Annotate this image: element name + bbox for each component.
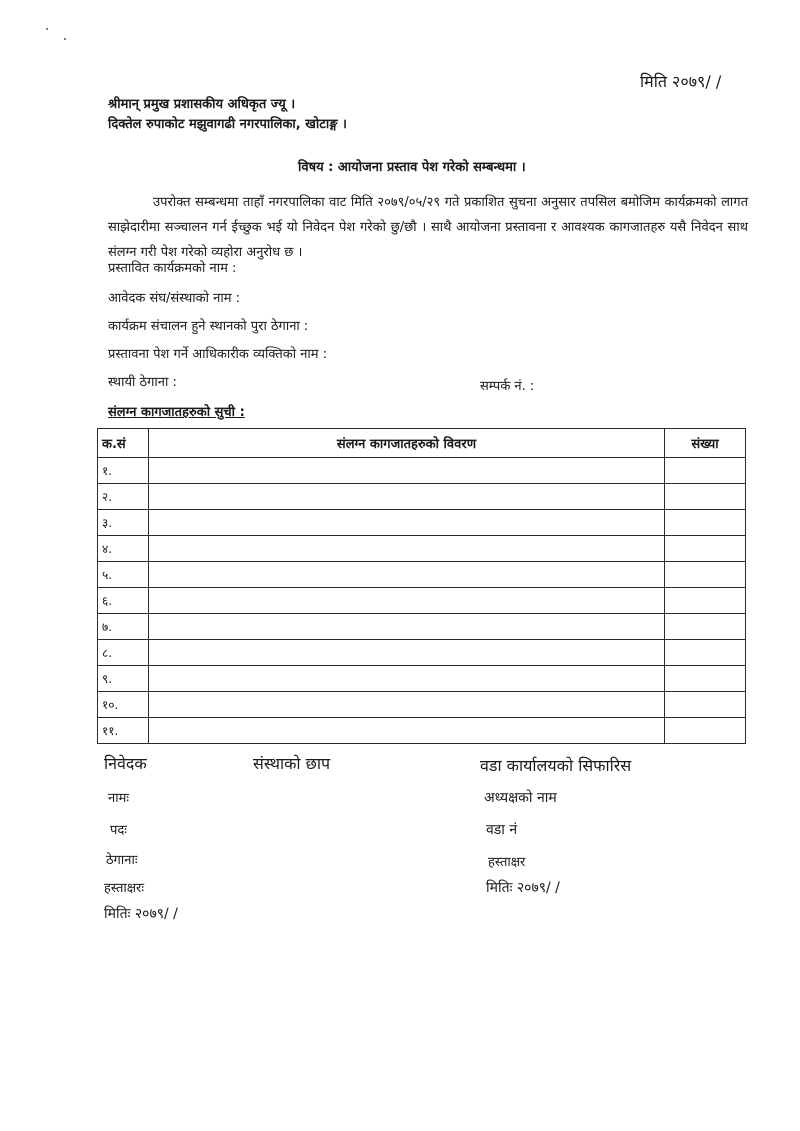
row-sn: ४.: [98, 536, 149, 562]
row-description: [149, 718, 665, 744]
table-row: [98, 718, 746, 744]
applicant-heading: निवेदक: [104, 754, 147, 773]
applicant-date-label: मितिः २०७९/ /: [104, 906, 178, 922]
table-header-row: [98, 429, 746, 458]
table-row: [98, 692, 746, 718]
field-permanent-address: स्थायी ठेगाना :: [108, 375, 177, 390]
row-description: [149, 562, 665, 588]
applicant-address-label: ठेगानाः: [106, 853, 138, 868]
row-sn: १०.: [98, 692, 149, 718]
row-quantity: [665, 562, 746, 588]
row-description: [149, 458, 665, 484]
row-quantity: [665, 588, 746, 614]
ward-date-label: मितिः २०७९/ /: [486, 880, 560, 896]
body-paragraph-text: उपरोक्त सम्बन्धमा ताहाँ नगरपालिका वाट मिति २०७९/०५/२९ गते प्रकाशित सुचना अनुसार तपसिल बमोजिम कार्यक्रमको लागत साझेदारीमा सञ्चालन गर्न ईच्छुक भई यो निवेदन पेश गरेको छु/छौ । साथै आयोजना प्रस्तावना र आवश्यक कागजातहरु यसै निवेदन साथ संलग्न गरी पेश गरेको व्यहोरा अनुरोध छ ।: [108, 195, 748, 260]
row-quantity: [665, 692, 746, 718]
row-quantity: [665, 614, 746, 640]
applicant-signature-label: हस्ताक्षरः: [104, 881, 145, 896]
row-description: [149, 640, 665, 666]
applicant-name-label: नामः: [108, 791, 129, 806]
body-paragraph: [108, 190, 748, 265]
row-description: [149, 484, 665, 510]
header-date: मिति २०७९/ /: [640, 72, 722, 91]
subject-line: विषय : आयोजना प्रस्ताव पेश गरेको सम्बन्धमा ।: [298, 160, 526, 175]
row-quantity: [665, 484, 746, 510]
table-row: [98, 458, 746, 484]
row-sn: ३.: [98, 510, 149, 536]
row-sn: ९.: [98, 666, 149, 692]
addressee-line-2: दिक्तेल रुपाकोट मझुवागढी नगरपालिका, खोटाङ्ग ।: [108, 117, 347, 132]
row-description: [149, 692, 665, 718]
row-sn: १.: [98, 458, 149, 484]
col-header-sn: क.सं: [98, 429, 149, 458]
row-sn: ८.: [98, 640, 149, 666]
field-program-name: प्रस्तावित कार्यक्रमको नाम :: [108, 261, 237, 276]
row-quantity: [665, 718, 746, 744]
ward-no-label: वडा नं: [486, 822, 518, 838]
row-quantity: [665, 666, 746, 692]
col-header-description: संलग्न कागजातहरुको विवरण: [149, 429, 665, 458]
chair-name-label: अध्यक्षको नाम: [484, 790, 557, 806]
attachments-table: [97, 428, 746, 744]
field-applicant-org: आवेदक संघ/संस्थाको नाम :: [108, 291, 240, 306]
row-sn: ५.: [98, 562, 149, 588]
row-quantity: [665, 536, 746, 562]
row-description: [149, 666, 665, 692]
row-quantity: [665, 458, 746, 484]
table-row: [98, 640, 746, 666]
stamp-heading: संस्थाको छाप: [253, 754, 331, 773]
scan-speck: [64, 38, 66, 40]
addressee-line-1: श्रीमान् प्रमुख प्रशासकीय अधिकृत ज्यू ।: [108, 97, 296, 112]
row-sn: ६.: [98, 588, 149, 614]
field-program-location: कार्यक्रम संचालन हुने स्थानको पुरा ठेगाना :: [108, 319, 309, 334]
scan-speck: [46, 28, 48, 30]
applicant-post-label: पदः: [110, 823, 127, 838]
row-sn: ७.: [98, 614, 149, 640]
row-description: [149, 510, 665, 536]
ward-recommendation-heading: वडा कार्यालयको सिफारिस: [480, 756, 632, 775]
table-row: [98, 666, 746, 692]
row-quantity: [665, 510, 746, 536]
table-row: [98, 510, 746, 536]
table-row: [98, 588, 746, 614]
ward-signature-label: हस्ताक्षर: [488, 855, 526, 870]
row-description: [149, 588, 665, 614]
attachments-heading: संलग्न कागजातहरुको सुची :: [108, 405, 245, 420]
row-quantity: [665, 640, 746, 666]
table-row: [98, 536, 746, 562]
row-description: [149, 536, 665, 562]
field-authorized-person: प्रस्तावना पेश गर्ने आधिकारीक व्यक्तिको नाम :: [108, 347, 328, 362]
row-description: [149, 614, 665, 640]
col-header-quantity: संख्या: [665, 429, 746, 458]
table-row: [98, 562, 746, 588]
row-sn: २.: [98, 484, 149, 510]
row-sn: ११.: [98, 718, 149, 744]
table-row: [98, 614, 746, 640]
table-row: [98, 484, 746, 510]
field-contact-no: सम्पर्क नं. :: [480, 379, 535, 394]
